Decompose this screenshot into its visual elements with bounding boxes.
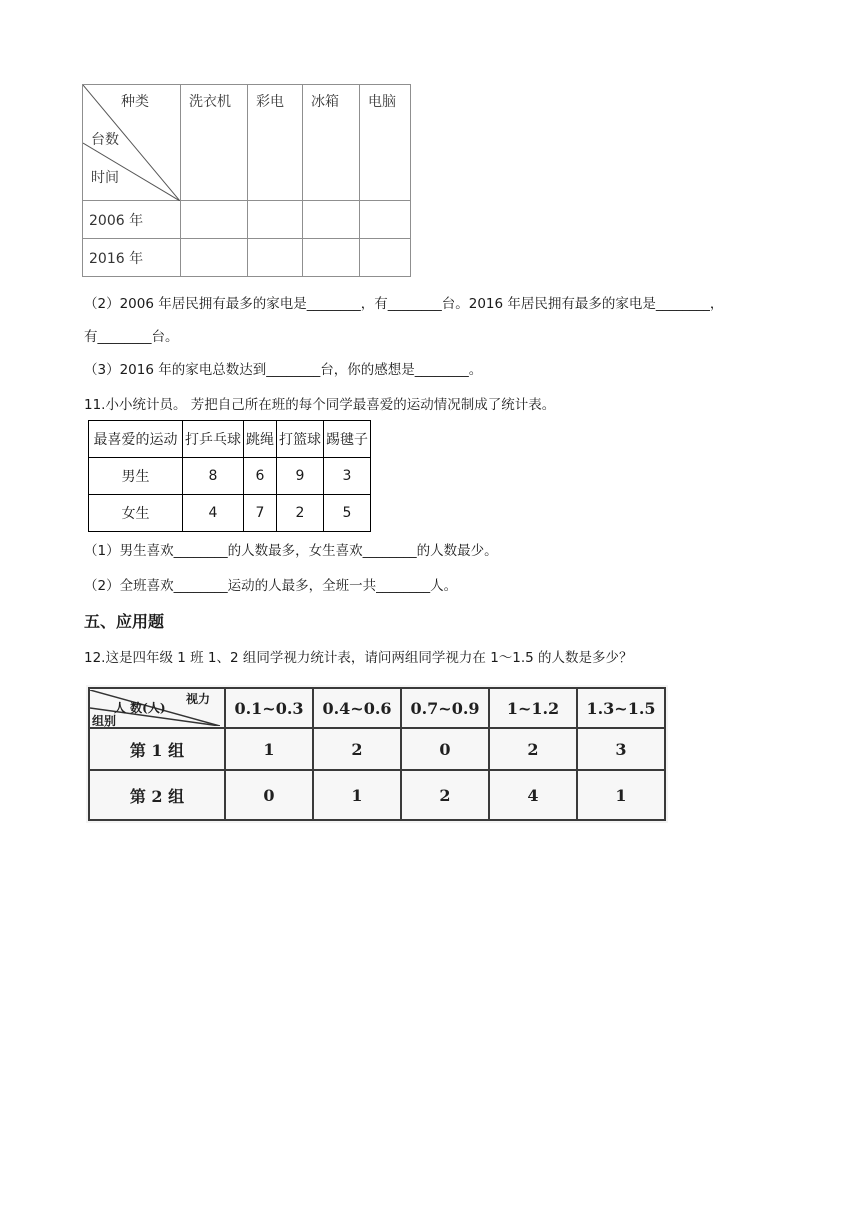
question-11-title: 11.小小统计员。 芳把自己所在班的每个同学最喜爱的运动情况制成了统计表。 xyxy=(84,397,556,413)
table-cell xyxy=(181,239,248,277)
table-row xyxy=(89,728,665,770)
table-cell: 0 xyxy=(225,770,313,820)
column-header: 打乒乓球 xyxy=(183,421,244,458)
diagonal-header-cell xyxy=(83,85,181,201)
sports-table-container xyxy=(88,420,371,532)
column-header: 1~1.2 xyxy=(489,688,577,728)
table-row xyxy=(89,770,665,820)
table-cell: 0 xyxy=(401,728,489,770)
column-header: 0.7~0.9 xyxy=(401,688,489,728)
table-cell: 1 xyxy=(313,770,401,820)
table-cell: 2 xyxy=(401,770,489,820)
column-header: 洗衣机 xyxy=(181,85,248,201)
table-cell: 8 xyxy=(183,458,244,495)
column-header: 0.4~0.6 xyxy=(313,688,401,728)
row-label: 2006 年 xyxy=(83,201,181,239)
table-cell: 9 xyxy=(277,458,324,495)
column-header: 0.1~0.3 xyxy=(225,688,313,728)
table-cell: 2 xyxy=(313,728,401,770)
table-cell: 3 xyxy=(577,728,665,770)
row-label: 第 2 组 xyxy=(89,770,225,820)
column-header: 打篮球 xyxy=(277,421,324,458)
table-header-row xyxy=(89,688,665,728)
column-header: 彩电 xyxy=(248,85,303,201)
table-row xyxy=(89,458,371,495)
table-cell: 5 xyxy=(324,495,371,532)
column-header: 踢毽子 xyxy=(324,421,371,458)
table-cell xyxy=(248,201,303,239)
table-cell: 7 xyxy=(244,495,277,532)
corner-label-people: 人 数(人) xyxy=(114,701,166,715)
table-cell: 2 xyxy=(489,728,577,770)
table-cell: 1 xyxy=(225,728,313,770)
column-header: 冰箱 xyxy=(303,85,360,201)
sports-table xyxy=(88,420,371,532)
table-row xyxy=(89,495,371,532)
table-cell: 2 xyxy=(277,495,324,532)
corner-label-count: 台数 xyxy=(91,132,119,148)
section-heading: 五、应用题 xyxy=(84,612,165,631)
column-header: 最喜爱的运动 xyxy=(89,421,183,458)
row-label: 男生 xyxy=(89,458,183,495)
table-cell xyxy=(303,201,360,239)
eyesight-table-container xyxy=(86,685,668,823)
table-row xyxy=(83,201,411,239)
table-cell xyxy=(360,201,411,239)
appliance-table xyxy=(82,84,411,277)
corner-label-time: 时间 xyxy=(91,170,119,186)
eyesight-table xyxy=(88,687,666,821)
table-cell xyxy=(181,201,248,239)
table-cell xyxy=(303,239,360,277)
table-cell: 4 xyxy=(183,495,244,532)
row-label: 女生 xyxy=(89,495,183,532)
table-cell: 1 xyxy=(577,770,665,820)
question-11-part-2: （2）全班喜欢________运动的人最多，全班一共________人。 xyxy=(84,578,458,594)
question-11-part-1: （1）男生喜欢________的人数最多，女生喜欢________的人数最少。 xyxy=(84,543,498,559)
question-3: （3）2016 年的家电总数达到________台，你的感想是________。 xyxy=(84,362,483,378)
table-cell xyxy=(360,239,411,277)
appliance-table-container xyxy=(82,84,411,277)
question-2-line-1: （2）2006 年居民拥有最多的家电是________，有________台。2016 年居民拥有最多的家电是________， xyxy=(84,296,724,312)
table-cell: 3 xyxy=(324,458,371,495)
corner-label-category: 种类 xyxy=(121,94,149,110)
corner-label-group: 组别 xyxy=(92,714,117,728)
table-cell: 6 xyxy=(244,458,277,495)
row-label: 第 1 组 xyxy=(89,728,225,770)
question-12-title: 12.这是四年级 1 班 1、2 组同学视力统计表，请问两组同学视力在 1～1.5 的人数是多少？ xyxy=(84,650,633,666)
table-row xyxy=(83,239,411,277)
table-cell xyxy=(248,239,303,277)
table-header-row xyxy=(89,421,371,458)
column-header: 电脑 xyxy=(360,85,411,201)
column-header: 跳绳 xyxy=(244,421,277,458)
diagonal-header-cell xyxy=(89,688,225,728)
table-cell: 4 xyxy=(489,770,577,820)
row-label: 2016 年 xyxy=(83,239,181,277)
column-header: 1.3~1.5 xyxy=(577,688,665,728)
question-2-line-2: 有________台。 xyxy=(84,329,179,345)
corner-label-eyesight: 视力 xyxy=(186,692,211,706)
